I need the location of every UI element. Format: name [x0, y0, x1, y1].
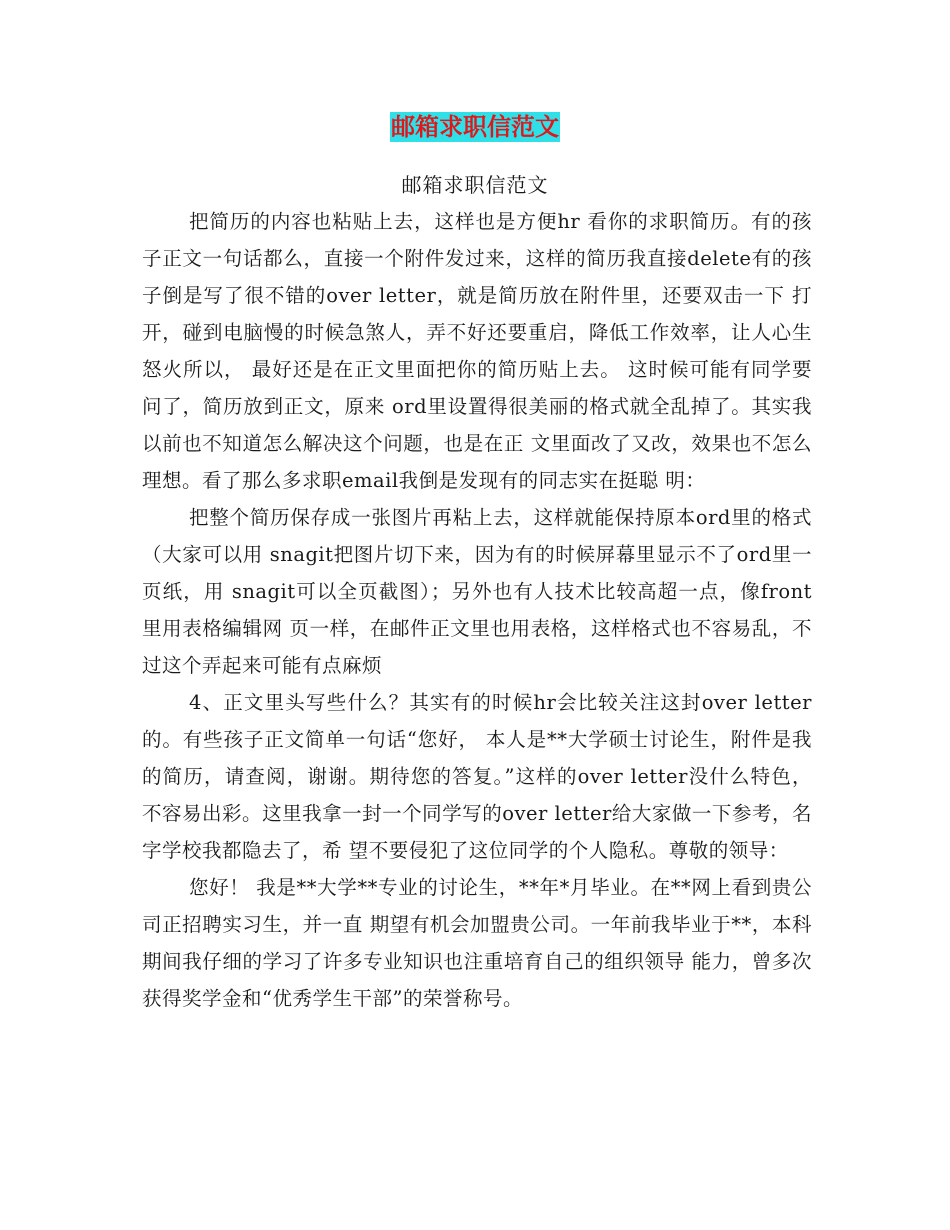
paragraph-1: 把简历的内容也粘贴上去，这样也是方便hr 看你的求职简历。有的孩子正文一句话都么，直接一个附件发过来，这样的简历我直接delete有的孩子倒是写了很不错的over letter，就是简历放在附件里，还要双击一下 打开，碰到电脑慢的时候急煞人，弄不好还要重启，降低工作效率，让人心生怒火所以， 最好还是在正文里面把你的简历贴上去。 这时候可能有同学要问了，简历放到正文，原来 ord里设置得很美丽的格式就全乱掉了。其实我以前也不知道怎么解决这个问题，也是在正 文里面改了又改，效果也不怎么理想。看了那么多求职email我倒是发现有的同志实在挺聪 明：	[142, 210, 812, 492]
paragraph-2: 把整个简历保存成一张图片再粘上去，这样就能保持原本ord里的格式（大家可以用 snagit把图片切下来，因为有的时候屏幕里显示不了ord里一页纸，用 snagit可以全页截图）；另外也有人技术比较高超一点，像front里用表格编辑网 页一样，在邮件正文里也用表格，这样格式也不容易乱，不过这个弄起来可能有点麻烦	[142, 506, 812, 677]
paragraph-4: 您好！ 我是**大学**专业的讨论生，**年*月毕业。在**网上看到贵公司正招聘实习生，并一直 期望有机会加盟贵公司。一年前我毕业于**，本科期间我仔细的学习了许多专业知识也注重培育自己的组织领导 能力，曾多次获得奖学金和“优秀学生干部”的荣誉称号。	[142, 876, 812, 1010]
title-container	[0, 112, 950, 142]
document-body	[142, 203, 812, 1017]
document-subtitle: 邮箱求职信范文	[401, 173, 549, 197]
document-title: 邮箱求职信范文	[391, 112, 559, 141]
paragraph-3: 4、正文里头写些什么？其实有的时候hr会比较关注这封over letter的。有些孩子正文简单一句话“您好， 本人是**大学硕士讨论生，附件是我的简历，请查阅，谢谢。期待您的答复。”这样的over letter没什么特色，不容易出彩。这里我拿一封一个同学写的over letter给大家做一下参考，名字学校我都隐去了，希 望不要侵犯了这位同学的个人隐私。尊敬的领导：	[142, 691, 812, 862]
